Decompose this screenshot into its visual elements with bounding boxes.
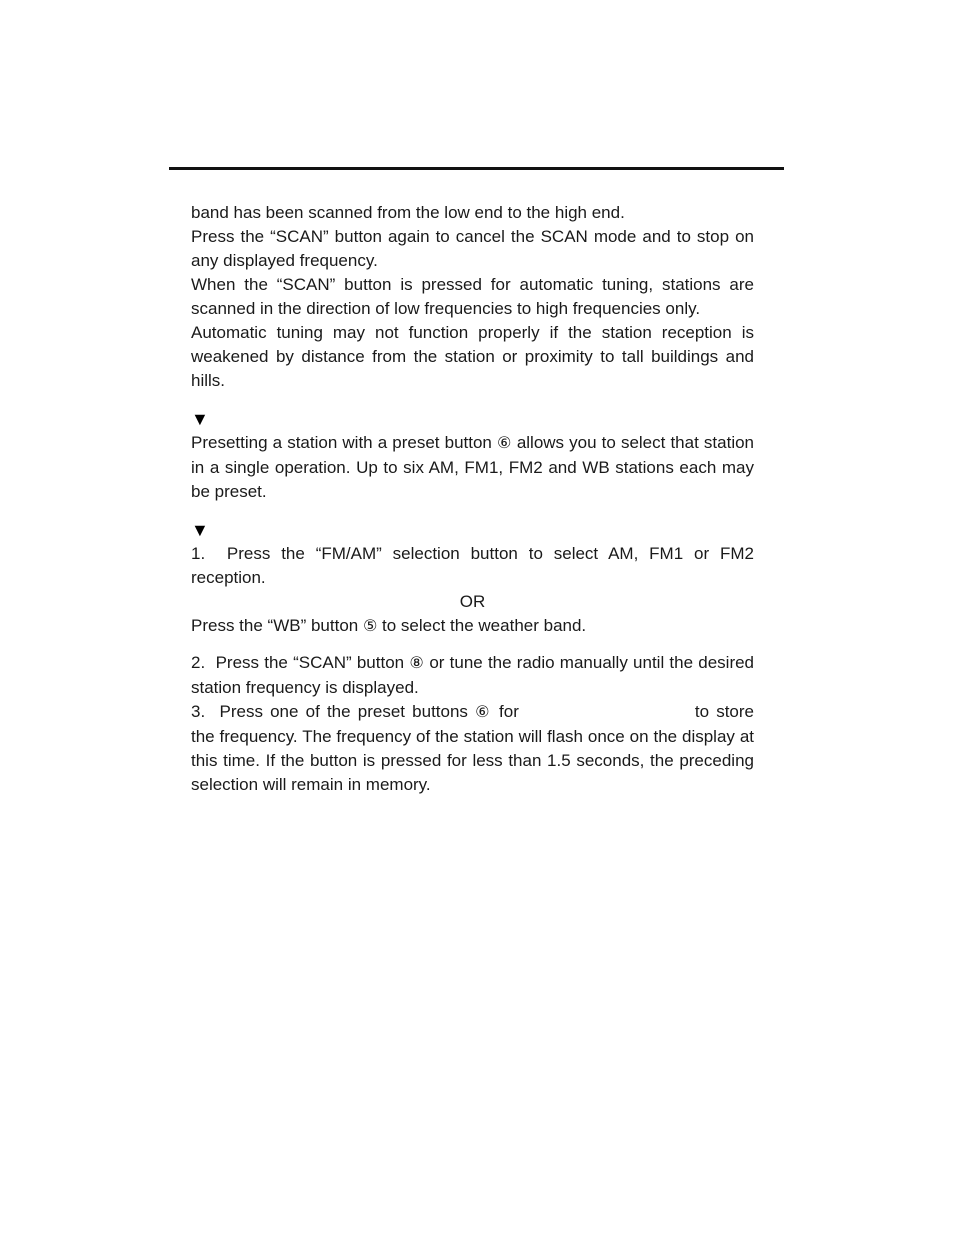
scan-direction-paragraph: When the “SCAN” button is pressed for automatic tuning, stations are scanned in the direction of low frequencies to high frequencies only. bbox=[191, 275, 754, 318]
step-2-start: 2. Press the “SCAN” button bbox=[191, 653, 410, 672]
section-marker-procedure: ▼ bbox=[191, 520, 209, 540]
preset-button-6-symbol: ⑥ bbox=[496, 435, 512, 452]
manual-page-body bbox=[191, 201, 754, 797]
header-rule bbox=[169, 167, 784, 170]
step-1: 1. Press the “FM/AM” selection button to select AM, FM1 or FM2 reception. bbox=[191, 544, 754, 587]
wb-button-5-symbol: ⑤ bbox=[362, 618, 378, 635]
step-2-end: or tune the radio manually until the desired station frequency is displayed. bbox=[191, 653, 755, 697]
step-3-start: 3. Press one of the preset buttons bbox=[191, 702, 476, 721]
preset-button-6-symbol: ⑥ bbox=[475, 704, 492, 721]
weather-band-start: Press the “WB” button bbox=[191, 616, 363, 635]
weather-band-step bbox=[191, 614, 754, 639]
step-2 bbox=[191, 651, 754, 700]
section-marker-presetting: ▼ bbox=[191, 409, 209, 429]
step-3-for: for bbox=[491, 702, 519, 721]
presetting-intro-paragraph bbox=[191, 431, 754, 504]
scan-range-paragraph: band has been scanned from the low end to the high end. bbox=[191, 203, 625, 222]
presetting-intro-start: Presetting a station with a preset button bbox=[191, 433, 497, 452]
step-3 bbox=[191, 700, 754, 797]
reception-warning-paragraph: Automatic tuning may not function properly if the station reception is weakened by distance from the station or proximity to tall buildings and hills. bbox=[191, 323, 754, 390]
step-3-end: to store the frequency. The frequency of the station will flash once on the display at this time. If the button is pressed for less than 1.5 seconds, the preceding selection will remain in memory. bbox=[191, 702, 755, 794]
or-divider: OR bbox=[459, 592, 486, 611]
weather-band-end: to select the weather band. bbox=[377, 616, 587, 635]
scan-cancel-paragraph: Press the “SCAN” button again to cancel the SCAN mode and to stop on any displayed frequency. bbox=[191, 227, 754, 270]
scan-button-8-symbol: ⑧ bbox=[409, 655, 425, 672]
presetting-intro-end: allows you to select that station in a single operation. Up to six AM, FM1, FM2 and WB stations each may be preset. bbox=[191, 433, 754, 501]
